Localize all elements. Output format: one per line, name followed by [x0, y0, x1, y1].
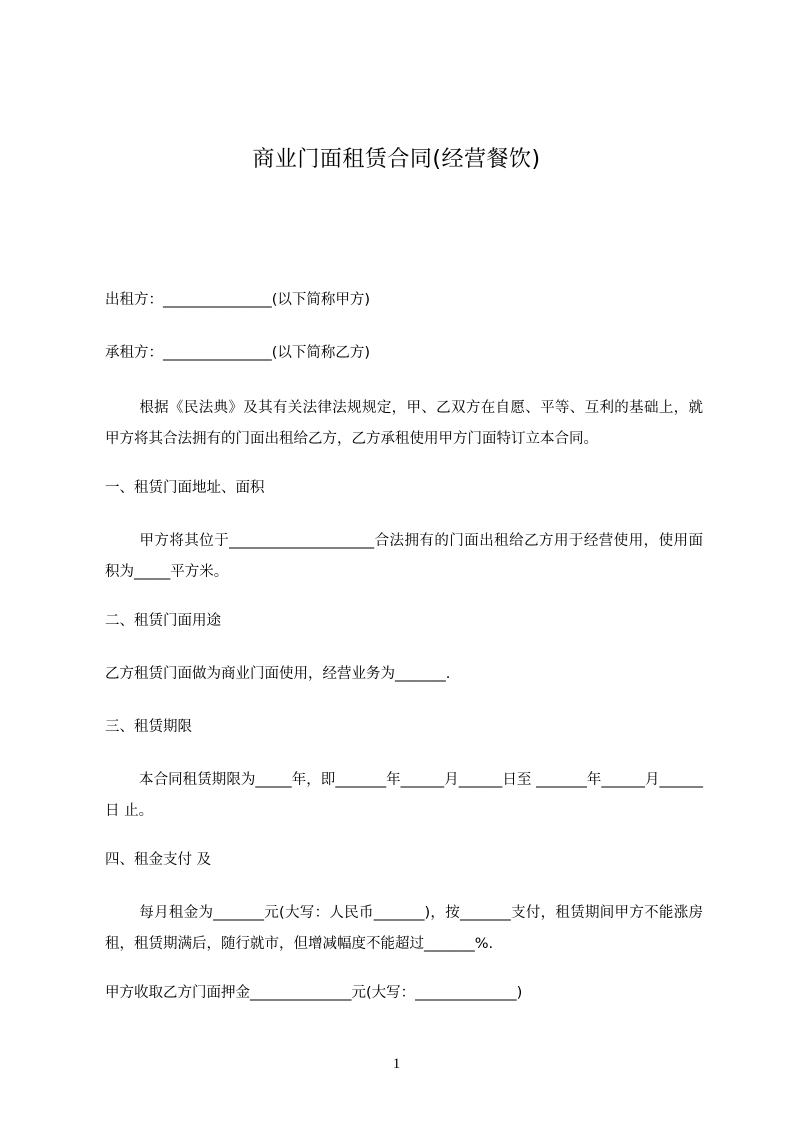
page-number: 1 [392, 1056, 401, 1072]
section-2-heading: 二、租赁门面用途 [105, 613, 221, 629]
lessor-line: 出租方：_______________(以下简称甲方) [105, 292, 371, 308]
section-1-heading: 一、租赁门面地址、面积 [105, 480, 265, 496]
section-4-text: 每月租金为_______元(大写：人民币_______)，按_______支付，租赁期间甲方不能涨房租，租赁期满后，随行就市，但增减幅度不能超过_______%. [105, 905, 703, 952]
section-3-paragraph [105, 765, 703, 827]
section-3-heading: 三、租赁期限 [105, 719, 192, 735]
section-4-paragraph [105, 898, 703, 960]
section-1-paragraph [105, 526, 703, 588]
page-title: 商业门面租赁合同(经营餐饮) [252, 147, 541, 172]
section-4-heading: 四、租金支付 及 [105, 852, 212, 868]
section-1-text: 甲方将其位于____________________合法拥有的门面出租给乙方用于经营使用，使用面积为_____平方米。 [105, 533, 703, 580]
preamble-paragraph [105, 393, 703, 455]
section-3-text: 本合同租赁期限为_____年，即_______年______月______日至 _______年______月______日 止。 [105, 772, 703, 819]
lessee-line: 承租方：_______________(以下简称乙方) [105, 345, 371, 361]
deposit-line: 甲方收取乙方门面押金______________元(大写：______________) [105, 985, 523, 1001]
section-2-text: 乙方租赁门面做为商业门面使用，经营业务为_______. [105, 666, 451, 682]
preamble-text: 根据《民法典》及其有关法律法规规定，甲、乙双方在自愿、平等、互利的基础上，就甲方将其合法拥有的门面出租给乙方，乙方承租使用甲方门面特订立本合同。 [105, 400, 703, 447]
